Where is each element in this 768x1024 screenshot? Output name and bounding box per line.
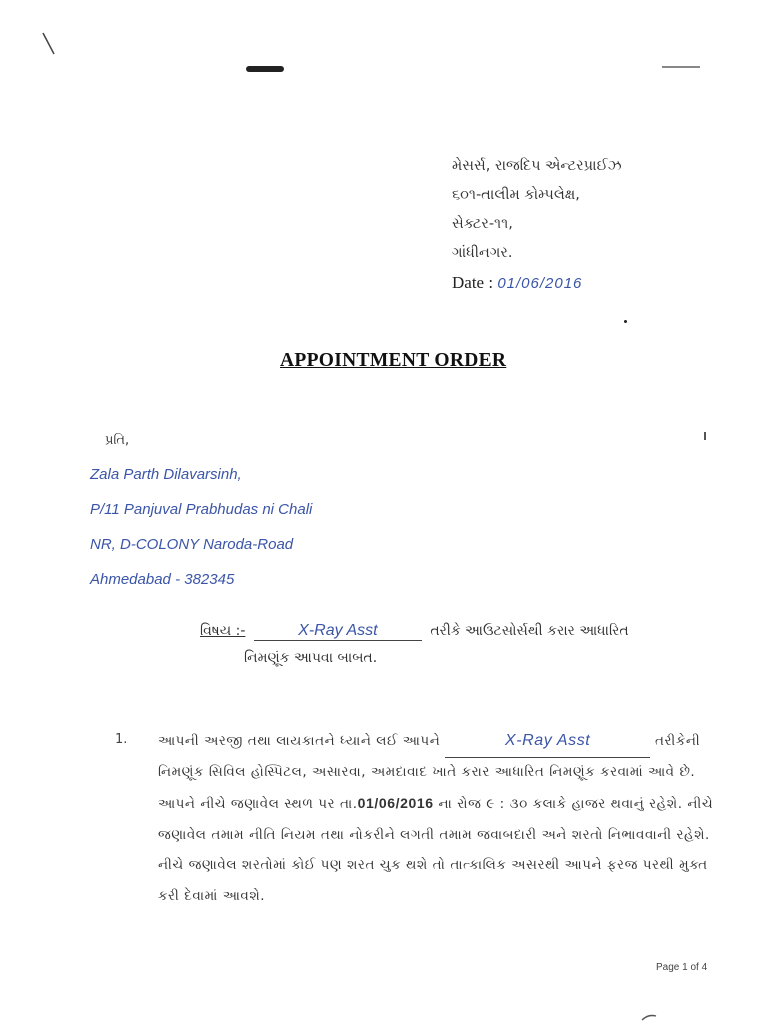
scan-speck	[704, 432, 706, 440]
document-title: APPOINTMENT ORDER	[280, 350, 507, 371]
paragraph-text: ના રોજ ૯ : ૩૦ કલાકે હાજર થવાનું રહેશે. નીચે જણાવેલ તમામ નીતિ નિયમ તથા નોકરીને લગતી તમામ જવાબદારી અને શરતો નિભાવવાની રહેશે. નીચે જણાવેલ શરતોમાં કોઈ પણ શરત ચુક થશે તો તાત્કાલિક અસરથી આપને ફરજ પરથી મુક્ત કરી દેવામાં આવશે.	[158, 797, 714, 904]
recipient-name: Zala Parth Dilavarsinh,	[90, 466, 242, 483]
subject-post: X-Ray Asst	[254, 622, 422, 641]
scan-speck	[662, 66, 700, 68]
sender-city: ગાંધીનગર.	[452, 245, 513, 261]
recipient-address	[90, 457, 312, 597]
recipient-city: Ahmedabad - 382345	[90, 571, 235, 588]
subject-text: તરીકે આઉટસોર્સથી કરાર આધારિત	[430, 623, 629, 639]
body-paragraph	[158, 726, 718, 912]
paragraph-text: તરીકેની નિમણૂંક સિવિલ હોસ્પિટલ, અસારવા, અમદાવાદ ખાતે કરાર આધારિત નિમણૂંક કરવામાં આવે છે. આપને નીચે જણાવેલ સ્થળ પર તા.	[158, 734, 701, 812]
date-value: 01/06/2016	[497, 275, 583, 292]
recipient-prefix: પ્રતિ,	[105, 433, 130, 448]
sender-company: મેસર્સ, રાજદિપ એન્ટરપ્રાઈઝ	[452, 158, 622, 174]
sender-address-line: ૬૦૧-તાલીમ કોમ્પલેક્ષ,	[452, 187, 580, 203]
scan-speck	[624, 320, 627, 323]
recipient-address-line: P/11 Panjuval Prabhudas ni Chali	[90, 501, 313, 518]
paragraph-text: આપની અરજી તથા લાયકાતને ધ્યાને લઈ આપને	[158, 734, 441, 749]
paragraph-number: 1.	[115, 732, 128, 747]
joining-date: 01/06/2016	[357, 795, 434, 811]
sender-address-line: સેક્ટર-૧૧,	[452, 216, 513, 232]
letter-date	[452, 268, 622, 298]
subject-label: વિષય :-	[200, 623, 246, 639]
subject-line	[200, 622, 629, 641]
recipient-address-line: NR, D-COLONY Naroda-Road	[90, 536, 294, 553]
sender-block	[452, 152, 622, 298]
scan-speck	[246, 66, 284, 72]
scan-mark	[640, 1012, 660, 1022]
page-number: Page 1 of 4	[656, 962, 708, 973]
scan-mark	[40, 30, 60, 60]
date-label: Date :	[452, 273, 494, 292]
paragraph-post: X-Ray Asst	[445, 726, 650, 758]
subject-text-continued: નિમણૂંક આપવા બાબત.	[244, 650, 378, 666]
